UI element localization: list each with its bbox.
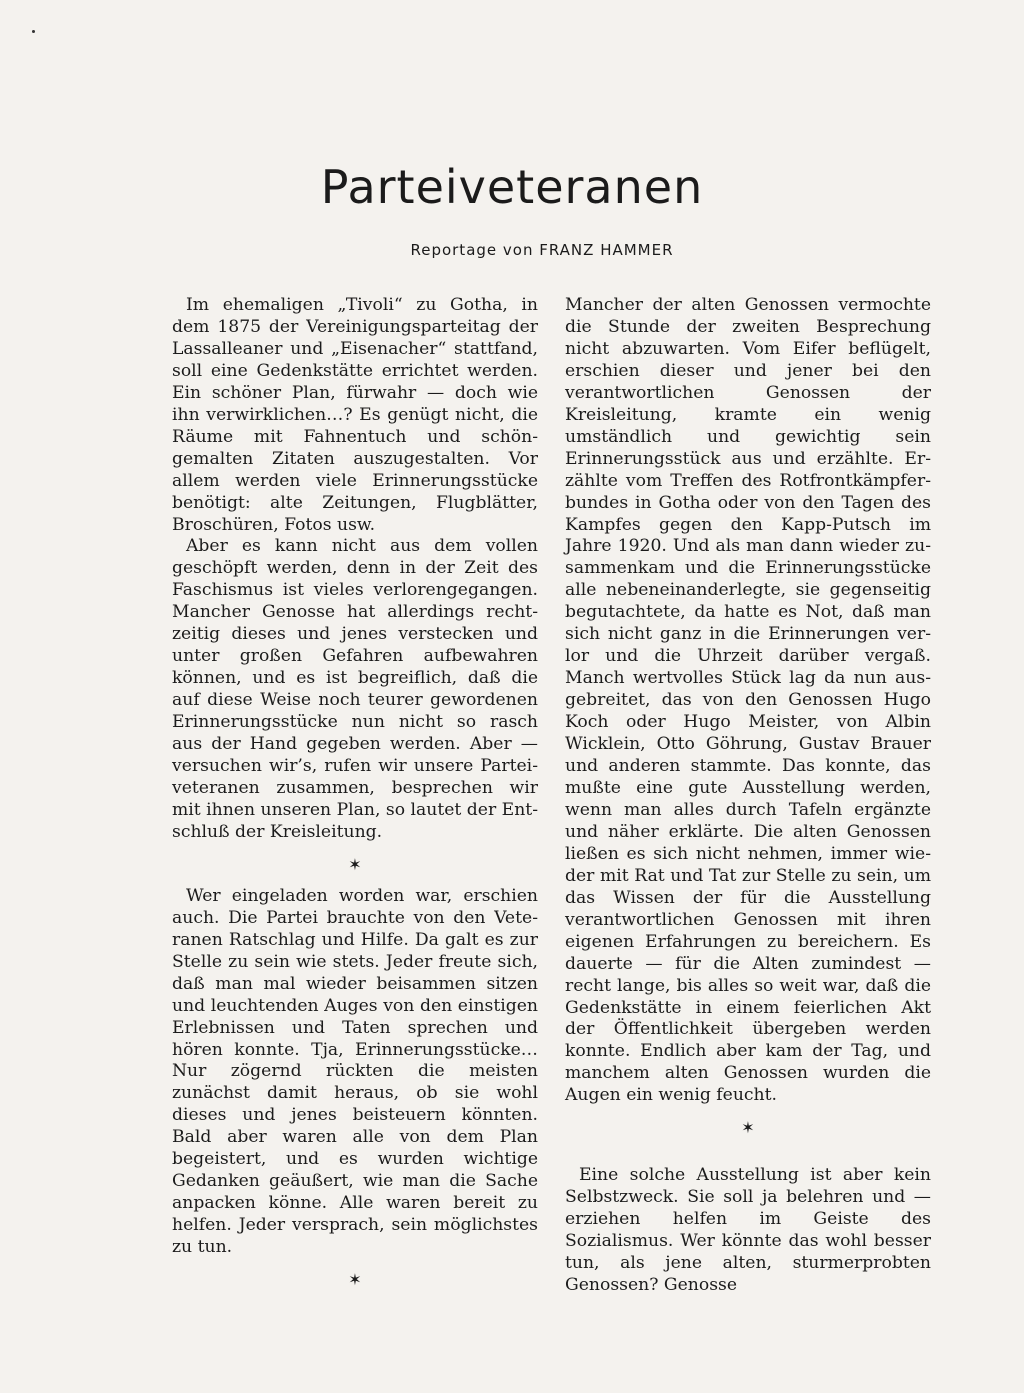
spacer xyxy=(565,1139,931,1165)
spacer xyxy=(172,1259,538,1269)
page-speck xyxy=(32,30,35,33)
paragraph: Wer eingeladen worden war, erschien auch. Die Partei brauchte von den Veteranen Ratschlag und Hilfe. Da galt es zur Stelle zu sein wie stets. Jeder freute sich, daß man mal wieder beisammen sitzen und leuchtenden Auges von den einstigen Erlebnissen und Taten sprechen und hören konnte. Tja, Erinnerungsstücke… Nur zögernd rückten die meisten zunächst damit heraus, ob sie wohl dieses und jenes beisteuern könnten. Bald aber waren alle von dem Plan begeistert, und es wurden wichtige Gedanken geäußert, wie man die Sache anpacken könne. Alle waren bereit zu helfen. Jeder versprach, sein möglichstes zu tun. xyxy=(172,885,538,1258)
byline: Reportage von FRANZ HAMMER xyxy=(410,241,674,259)
page-title: Parteiveteranen xyxy=(320,160,704,214)
spacer xyxy=(565,1107,931,1117)
left-column xyxy=(172,295,538,1291)
paragraph: Im ehemaligen „Tivoli“ zu Gotha, in dem 1875 der Vereinigungsparteitag der Lassalleaner und „Eisenacher“ stattfand, soll eine Gedenkstätte errichtet werden. Ein schöner Plan, fürwahr — doch wie ihn verwirklichen…? Es genügt nicht, die Räume mit Fahnentuch und schöngemalten Zitaten auszugestalten. Vor allem werden viele Erinnerungsstücke benötigt: alte Zeitungen, Flugblätter, Broschüren, Fotos usw. xyxy=(172,295,538,535)
right-column xyxy=(565,295,931,1297)
spacer xyxy=(172,876,538,886)
paragraph: Eine solche Ausstellung ist aber kein Selbstzweck. Sie soll ja belehren und — erziehen helfen im Geiste des Sozialismus. Wer könnte das wohl besser tun, als jene alten, sturmerprobten Genossen? Genosse xyxy=(565,1165,931,1296)
spacer xyxy=(172,844,538,854)
paragraph: Aber es kann nicht aus dem vollen geschöpft werden, denn in der Zeit des Faschismus ist vieles verlorengegangen. Mancher Genosse hat allerdings rechtzeitig dieses und jenes verstecken und unter großen Gefahren aufbewahren können, und es ist begreiflich, daß die auf diese Weise noch teurer gewordenen Erinnerungsstücke nun nicht so rasch aus der Hand gegeben werden. Aber — versuchen wir’s, rufen wir unsere Parteiveteranen zusammen, besprechen wir mit ihnen unseren Plan, so lautet der Entschluß der Kreisleitung. xyxy=(172,536,538,842)
paragraph: Mancher der alten Genossen vermochte die Stunde der zweiten Besprechung nicht abzuwarten. Vom Eifer beflügelt, erschien dieser und jener bei den verantwortlichen Genossen der Kreisleitung, kramte ein wenig umständlich und gewichtig sein Erinnerungsstück aus und erzählte. Erzählte vom Treffen des Rotfrontkämpferbundes in Gotha oder von den Tagen des Kampfes gegen den Kapp-Putsch im Jahre 1920. Und als man dann wieder zusammenkam und die Erinnerungsstücke alle nebeneinanderlegte, sie gegenseitig begutachtete, da hatte es Not, daß man sich nicht ganz in die Erinnerungen verlor und die Uhrzeit darüber vergaß. Manch wertvolles Stück lag da nun ausgebreitet, das von den Genossen Hugo Koch oder Hugo Meister, von Albin Wicklein, Otto Göhrung, Gustav Brauer und anderen stammte. Das konnte, das mußte eine gute Ausstellung werden, wenn man alles durch Tafeln ergänzte und näher erklärte. Die alten Genossen ließen es sich nicht nehmen, immer wieder mit Rat und Tat zur Stelle zu sein, um das Wissen der für die Ausstellung verantwortlichen Genossen mit ihren eigenen Erfahrungen zu bereichern. Es dauerte — für die Alten zumindest — recht lange, bis alles so weit war, daß die Gedenkstätte in einem feierlichen Akt der Öffentlichkeit übergeben werden konnte. Endlich aber kam der Tag, und manchem alten Genossen wurden die Augen ein wenig feucht. xyxy=(565,295,931,1106)
section-separator: ✶ xyxy=(348,854,362,874)
section-separator: ✶ xyxy=(348,1270,362,1290)
section-separator: ✶ xyxy=(741,1118,755,1138)
